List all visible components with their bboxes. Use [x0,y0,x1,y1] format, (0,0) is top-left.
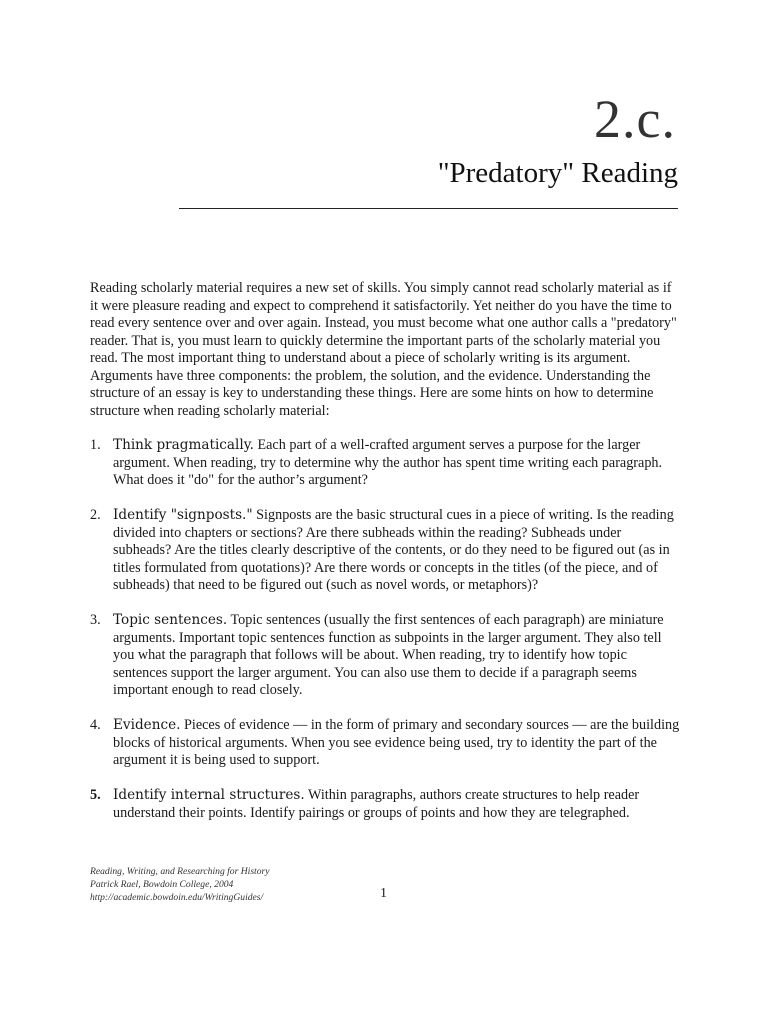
intro-paragraph: Reading scholarly material requires a new set of skills. You simply cannot read scholarly material as if it were pleasure reading and expect to comprehend it satisfactorily. Yet neither do you have the time to read every sentence over and over again. Instead, you must become what one author calls a "predatory" reader. That is, you must learn to quickly determine the important parts of the scholarly material you read. The most important thing to understand about a piece of scholarly writing is its argument. Arguments have three components: the problem, the solution, and the evidence. Understanding the structure of an essay is key to understanding these things. Here are some hints on how to determine structure when reading scholarly material: [90,280,677,419]
footer-credit-title: Reading, Writing, and Researching for History [90,866,270,877]
footer-credit-url: http://academic.bowdoin.edu/WritingGuides/ [90,891,264,903]
body-content [90,280,682,840]
hint-number: 1. [90,437,101,453]
hint-heading: Topic sentences. [113,612,228,628]
hint-text: Signposts are the basic structural cues in a piece of writing. Is the reading divided into chapters or sections? Are there subheads within the reading? Subheads under subheads? Are the titles clearly descriptive of the contents, or do they need to be figured out (as in titles formulated from quotations)? Are there words or concepts in the titles (of the piece, and of subheads) that need to be figured out (such as novel words, or metaphors)? [113,507,674,593]
hint-item [90,787,682,822]
hint-text: Within paragraphs, authors create structures to help reader understand their points. Identify pairings or groups of points and how they are telegraphed. [113,787,640,821]
hint-number: 4. [90,717,101,733]
hint-item [90,507,682,595]
hint-heading: Identify "signposts." [113,507,253,523]
hint-number: 5. [90,787,101,803]
hint-text: Each part of a well-crafted argument serves a purpose for the larger argument. When reading, try to determine why the author has spent time writing each paragraph. What does it "do" for the author’s argument? [113,437,663,488]
page-number: 1 [380,886,387,901]
hint-text: Pieces of evidence — in the form of primary and secondary sources — are the building blocks of historical arguments. When you see evidence being used, try to identity the part of the argument it is being used to support. [113,717,680,768]
footer-credit [90,866,270,904]
section-number: 2.c. [594,89,676,149]
hint-text: Topic sentences (usually the first sentences of each paragraph) are miniature arguments. Important topic sentences function as subpoints in the larger argument. They also tell you what the paragraph that follows will be about. When reading, try to identify how topic sentences support the larger argument. You can also use them to decide if a paragraph seems important enough to read closely. [113,612,664,698]
title-divider [179,208,678,209]
hint-item [90,717,682,770]
hint-heading: Think pragmatically. [113,437,254,453]
hint-heading: Identify internal structures. [113,787,305,803]
hint-heading: Evidence. [113,717,181,733]
hint-item [90,437,682,490]
footer-credit-author: Patrick Rael, Bowdoin College, 2004 [90,878,234,890]
hint-item [90,612,682,700]
hint-number: 3. [90,612,101,628]
hint-list [90,437,682,822]
hint-number: 2. [90,507,101,523]
section-title: "Predatory" Reading [437,157,678,189]
